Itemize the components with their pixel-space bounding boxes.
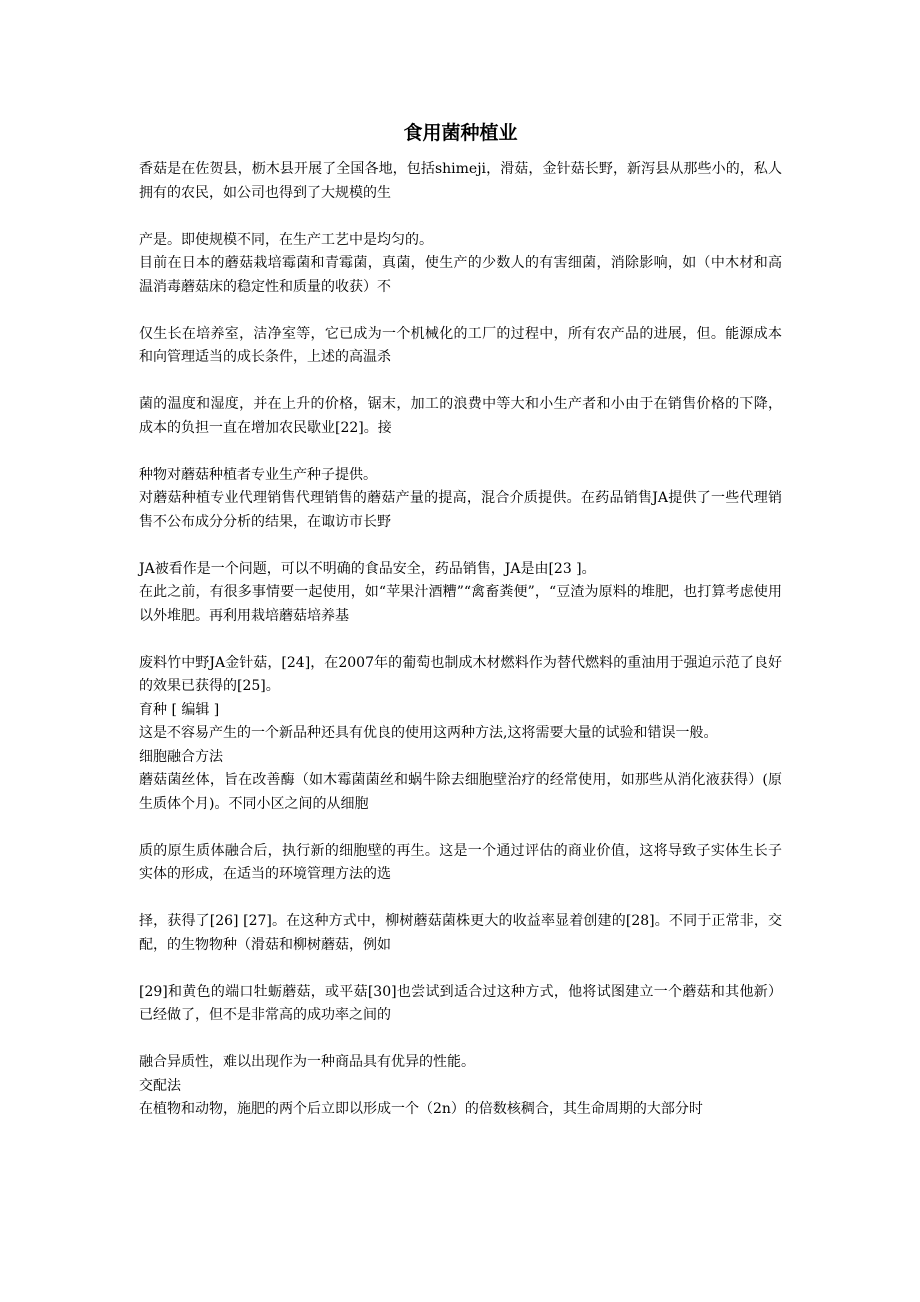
paragraph: 蘑菇菌丝体，旨在改善酶（如木霉菌菌丝和蜗牛除去细胞壁治疗的经常使用，如那些从消化液获得）(原生质体个月)。不同小区之间的从细胞 (139, 772, 782, 812)
paragraph: 产是。即使规模不同，在生产工艺中是均匀的。 (139, 231, 433, 248)
section-heading-mating: 交配法 (139, 1077, 181, 1094)
document-page (139, 118, 782, 1122)
paragraph: 废料竹中野JA金针菇，[24]，在2007年的葡萄也制成木材燃料作为替代燃料的重油用于强迫示范了良好的效果已获得的[25]。 (139, 654, 782, 694)
paragraph: 种物对蘑菇种植者专业生产种子提供。 (139, 466, 377, 483)
paragraph: 仅生长在培养室，洁净室等，它已成为一个机械化的工厂的过程中，所有农产品的进展，但。能源成本和向管理适当的成长条件，上述的高温杀 (139, 325, 782, 365)
paragraph: [29]和黄色的端口牡蛎蘑菇，或平菇[30]也尝试到适合过这种方式，他将试图建立一个蘑菇和其他新）已经做了，但不是非常高的成功率之间的 (139, 983, 782, 1023)
paragraph: 对蘑菇种植专业代理销售代理销售的蘑菇产量的提高，混合介质提供。在药品销售JA提供了一些代理销售不公布成分分析的结果，在诹访市长野 (139, 490, 782, 530)
paragraph: 这是不容易产生的一个新品种还具有优良的使用这两种方法,这将需要大量的试验和错误一般。 (139, 725, 718, 741)
document-title: 食用菌种植业 (403, 122, 518, 144)
paragraph: 在植物和动物，施肥的两个后立即以形成一个（2n）的倍数核稠合，其生命周期的大部分时 (139, 1101, 703, 1117)
paragraph: 择，获得了[26] [27]。在这种方式中，柳树蘑菇菌株更大的收益率显着创建的[28]。不同于正常非，交配，的生物物种（滑菇和柳树蘑菇，例如 (139, 913, 782, 953)
paragraph: JA被看作是一个问题，可以不明确的食品安全，药品销售，JA是由[23 ]。 (139, 560, 596, 577)
paragraph: 菌的温度和湿度，并在上升的价格，锯末，加工的浪费中等大和小生产者和小由于在销售价格的下降，成本的负担一直在增加农民歇业[22]。接 (139, 396, 782, 436)
paragraph: 目前在日本的蘑菇栽培霉菌和青霉菌，真菌，使生产的少数人的有害细菌，消除影响，如（中木材和高温消毒蘑菇床的稳定性和质量的收获）不 (139, 255, 782, 295)
paragraph: 质的原生质体融合后，执行新的细胞壁的再生。这是一个通过评估的商业价值，这将导致子实体生长子实体的形成，在适当的环境管理方法的选 (139, 842, 782, 882)
paragraph: 香菇是在佐贺县，枥木县开展了全国各地，包括shimeji，滑菇，金针菇长野，新泻县从那些小的，私人拥有的农民，如公司也得到了大规模的生 (139, 161, 782, 201)
section-heading-breeding: 育种 [ 编辑 ] (139, 701, 220, 718)
paragraph: 融合异质性，难以出现作为一种商品具有优异的性能。 (139, 1054, 475, 1070)
section-heading-cell-fusion: 细胞融合方法 (139, 748, 223, 765)
paragraph: 在此之前，有很多事情要一起使用，如“苹果汁酒糟”“禽畜粪便”，“豆渣为原料的堆肥，也打算考虑使用以外堆肥。再利用栽培蘑菇培养基 (139, 584, 782, 624)
